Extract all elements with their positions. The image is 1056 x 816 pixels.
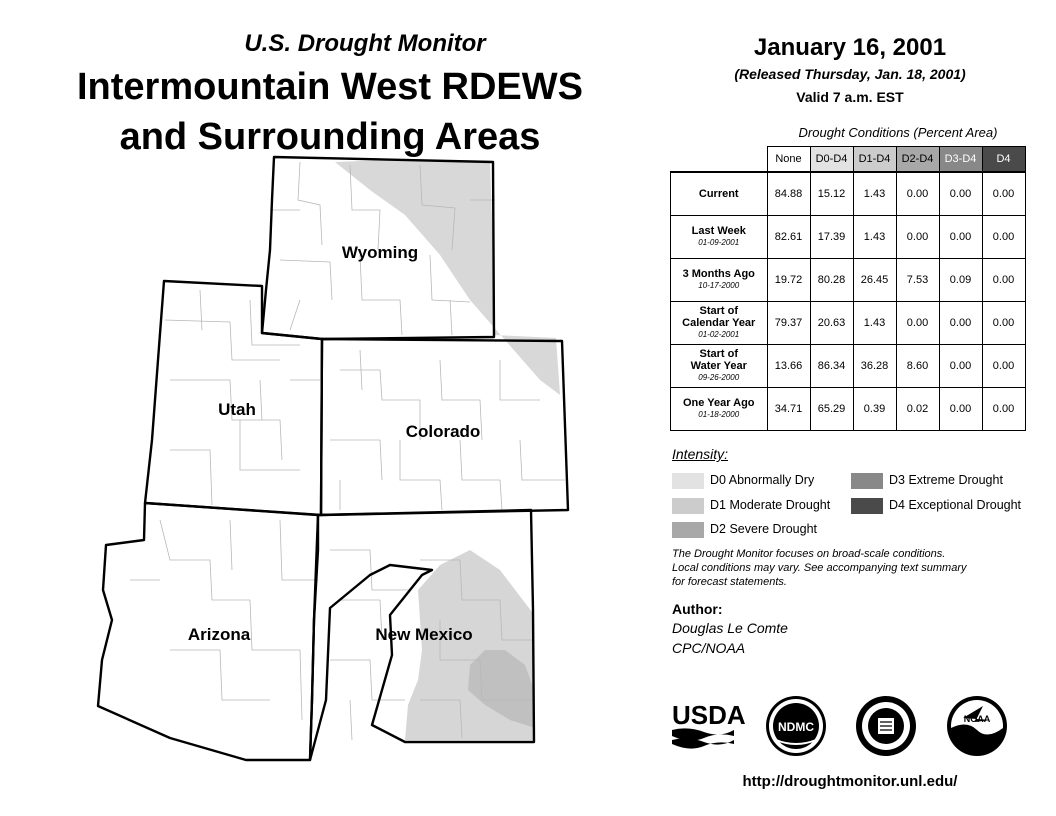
table-cell: 19.72: [767, 259, 810, 302]
map-title-line-2: and Surrounding Areas: [119, 116, 541, 158]
table-cell: 0.00: [939, 216, 982, 259]
legend-label: D4 Exceptional Drought: [889, 498, 1022, 512]
table-cell: 0.00: [939, 302, 982, 345]
noaa-logo-text: NOAA: [963, 714, 991, 724]
note-line: The Drought Monitor focuses on broad-scale conditions.: [672, 548, 946, 560]
row-label-text: One Year Ago: [682, 397, 755, 409]
table-cell: 0.02: [896, 388, 939, 431]
table-cell: 65.29: [810, 388, 853, 431]
table-cell: 1.43: [853, 302, 896, 345]
release-date: (Released Thursday, Jan. 18, 2001): [734, 66, 966, 82]
row-date: 01-09-2001: [698, 238, 740, 247]
table-cell: 0.00: [982, 216, 1025, 259]
utah-border: [145, 281, 322, 515]
state-label-colorado: Colorado: [405, 422, 481, 441]
row-date: 09-26-2000: [698, 373, 740, 382]
row-label: [671, 388, 768, 431]
table-cell: 84.88: [767, 172, 810, 216]
col-header-d4: D4: [982, 147, 1025, 173]
table-cell: 86.34: [810, 345, 853, 388]
table-cell: 0.00: [896, 302, 939, 345]
col-header-d0-d4: D0-D4: [810, 147, 853, 173]
table-cell: 0.00: [896, 216, 939, 259]
disclaimer-note: [672, 547, 1032, 589]
row-label: [671, 216, 768, 259]
state-label-new-mexico: New Mexico: [375, 625, 473, 644]
legend-label: D3 Extreme Drought: [889, 473, 1003, 487]
table-row: [671, 345, 1026, 388]
conditions-table-title: Drought Conditions (Percent Area): [798, 125, 998, 140]
legend-item-d2: [672, 520, 817, 538]
table-cell: 20.63: [810, 302, 853, 345]
intensity-title: Intensity:: [672, 446, 729, 462]
state-label-arizona: Arizona: [187, 625, 251, 644]
table-row: [671, 216, 1026, 259]
table-cell: 0.00: [982, 259, 1025, 302]
table-row: [671, 259, 1026, 302]
row-label: [671, 259, 768, 302]
map-date: January 16, 2001: [753, 34, 947, 61]
row-label-text: Start of: [699, 348, 738, 360]
legend-swatch-d2: [672, 522, 704, 538]
subtitle: U.S. Drought Monitor: [244, 30, 486, 57]
col-header-d2-d4: D2-D4: [896, 147, 939, 173]
table-cell: 82.61: [767, 216, 810, 259]
author-heading: Author:: [672, 601, 723, 617]
table-cell: 0.00: [896, 172, 939, 216]
author-name: Douglas Le Comte: [672, 620, 788, 636]
ndmc-logo-text: NDMC: [778, 720, 814, 734]
note-line: for forecast statements.: [672, 576, 787, 588]
map-title-line-1: Intermountain West RDEWS: [77, 66, 583, 108]
table-cell: 1.43: [853, 172, 896, 216]
table-cell: 0.00: [982, 345, 1025, 388]
table-cell: 0.39: [853, 388, 896, 431]
table-cell: 15.12: [810, 172, 853, 216]
table-cell: 34.71: [767, 388, 810, 431]
row-label-text: 3 Months Ago: [682, 268, 755, 280]
legend-swatch-d3: [851, 473, 883, 489]
legend-swatch-d1: [672, 498, 704, 514]
row-label-text: Current: [698, 188, 739, 200]
table-cell: 80.28: [810, 259, 853, 302]
row-label-text: Start of: [699, 305, 738, 317]
usda-logo-text: USDA: [672, 700, 746, 730]
table-cell: 17.39: [810, 216, 853, 259]
row-date: 10-17-2000: [698, 281, 740, 290]
table-cell: 8.60: [896, 345, 939, 388]
usda-logo: [672, 700, 746, 749]
row-date: 01-18-2000: [698, 410, 740, 419]
table-cell: 0.00: [939, 172, 982, 216]
legend-item-d1: [672, 496, 830, 514]
website-url[interactable]: http://droughtmonitor.unl.edu/: [742, 773, 958, 790]
table-header-row: [671, 147, 1026, 173]
row-label-text-2: Calendar Year: [682, 317, 756, 329]
row-label: [671, 302, 768, 345]
table-cell: 36.28: [853, 345, 896, 388]
noaa-logo: [947, 696, 1007, 756]
row-label-text: Last Week: [691, 225, 746, 237]
table-row: [671, 388, 1026, 431]
legend-label: D2 Severe Drought: [710, 522, 818, 536]
table-row: [671, 172, 1026, 216]
drought-map: [90, 150, 580, 770]
commerce-seal-icon: [856, 696, 916, 756]
row-label: [671, 345, 768, 388]
col-header-d1-d4: D1-D4: [853, 147, 896, 173]
table-cell: 1.43: [853, 216, 896, 259]
legend-item-d4: [851, 496, 1021, 514]
table-cell: 0.00: [982, 302, 1025, 345]
agency-logos: [668, 692, 1018, 764]
state-label-utah: Utah: [218, 400, 256, 419]
legend-item-d3: [851, 471, 1003, 489]
table-cell: 0.09: [939, 259, 982, 302]
ndmc-logo: [766, 696, 826, 756]
legend-item-d0: [672, 471, 814, 489]
legend-swatch-d0: [672, 473, 704, 489]
author-org: CPC/NOAA: [672, 640, 746, 656]
table-cell: 0.00: [982, 388, 1025, 431]
col-header-none: None: [767, 147, 810, 173]
row-date: 01-02-2001: [698, 330, 740, 339]
table-cell: 26.45: [853, 259, 896, 302]
col-header-d3-d4: D3-D4: [939, 147, 982, 173]
state-label-wyoming: Wyoming: [341, 243, 419, 262]
row-label-text-2: Water Year: [690, 360, 747, 372]
table-cell: 7.53: [896, 259, 939, 302]
table-row: [671, 302, 1026, 345]
legend-swatch-d4: [851, 498, 883, 514]
table-cell: 0.00: [939, 345, 982, 388]
drought-conditions-table: [670, 146, 1026, 431]
d0-area-wyoming-colorado: [335, 160, 560, 395]
row-label: [671, 172, 768, 216]
legend-label: D1 Moderate Drought: [710, 498, 831, 512]
table-cell: 79.37: [767, 302, 810, 345]
table-corner: [671, 147, 768, 173]
note-line: Local conditions may vary. See accompanying text summary: [672, 562, 967, 574]
table-cell: 0.00: [982, 172, 1025, 216]
legend-label: D0 Abnormally Dry: [710, 473, 815, 487]
table-cell: 13.66: [767, 345, 810, 388]
table-cell: 0.00: [939, 388, 982, 431]
valid-time: Valid 7 a.m. EST: [796, 89, 904, 105]
